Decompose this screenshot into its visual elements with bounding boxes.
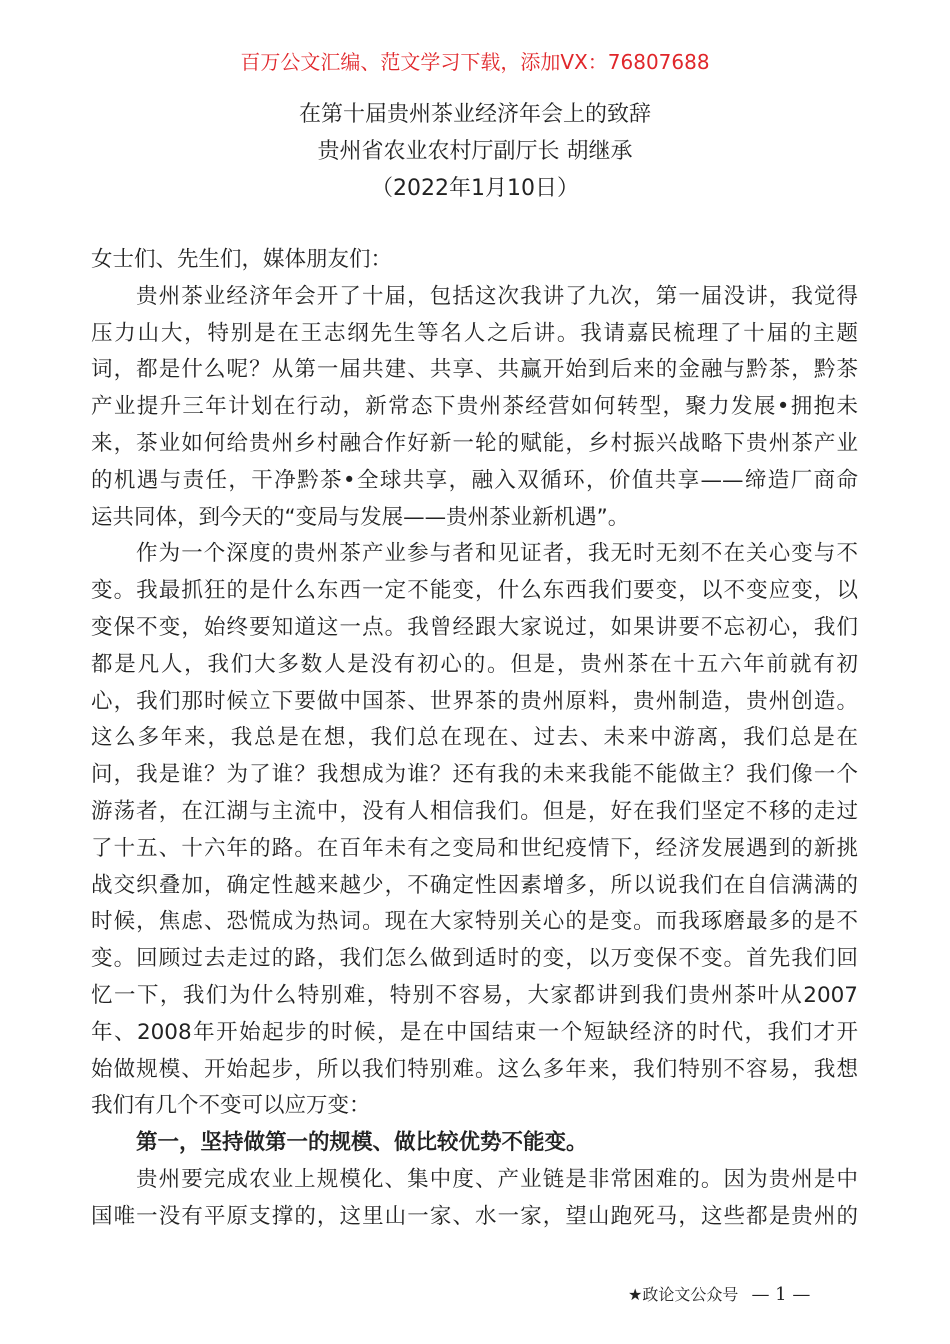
page-number: — 1 —: [751, 1284, 811, 1305]
document-body: [91, 242, 858, 1236]
text-line: 产业提升三年计划在行动，新常态下贵州茶经营如何转型，聚力发展•拥抱未: [91, 394, 858, 420]
text-line: 都是凡人，我们大多数人是没有初心的。但是，贵州茶在十五六年前就有初: [91, 651, 858, 677]
footer-source: ★政论文公众号: [628, 1285, 739, 1304]
text-line: 来，茶业如何给贵州乡村融合作好新一轮的赋能，乡村振兴战略下贵州茶产业: [91, 430, 858, 456]
text-line: 的机遇与责任，干净黔茶•全球共享，融入双循环，价值共享——缔造厂商命: [91, 467, 858, 493]
text-line: 始做规模、开始起步，所以我们特别难。这么多年来，我们特别不容易，我想: [91, 1056, 858, 1082]
paragraph: [91, 536, 858, 1125]
section-heading: [91, 1125, 858, 1162]
download-banner: 百万公文汇编、范文学习下载，添加VX：76807688: [240, 50, 710, 74]
text-line: 贵州茶业经济年会开了十届，包括这次我讲了九次，第一届没讲，我觉得: [136, 283, 858, 309]
text-line: 时候，焦虑、恐慌成为热词。现在大家特别关心的是变。而我琢磨最多的是不: [91, 909, 858, 935]
text-line: 战交织叠加，确定性越来越少，不确定性因素增多，所以说我们在自信满满的: [91, 872, 858, 898]
paragraph: [91, 279, 858, 537]
text-line: 游荡者，在江湖与主流中，没有人相信我们。但是，好在我们坚定不移的走过: [91, 798, 858, 824]
text-line: 作为一个深度的贵州茶产业参与者和见证者，我无时无刻不在关心变与不: [136, 541, 858, 567]
text-line: 运共同体，到今天的“变局与发展——贵州茶业新机遇”。: [91, 504, 630, 530]
text-line: 词，都是什么呢？从第一届共建、共享、共赢开始到后来的金融与黔茶，黔茶: [91, 357, 858, 383]
text-line: 年、2008年开始起步的时候，是在中国结束一个短缺经济的时代，我们才开: [91, 1019, 858, 1045]
document-date: （2022年1月10日）: [371, 176, 579, 201]
text-line: 了十五、十六年的路。在百年未有之变局和世纪疫情下，经济发展遇到的新挑: [91, 835, 858, 861]
text-line: 我们有几个不变可以应万变：: [91, 1093, 371, 1119]
document-title: 在第十届贵州茶业经济年会上的致辞: [298, 102, 651, 127]
text-line: 变。回顾过去走过的路，我们怎么做到适时的变，以万变保不变。首先我们回: [91, 946, 858, 972]
text-line: 贵州要完成农业上规模化、集中度、产业链是非常困难的。因为贵州是中: [136, 1166, 858, 1192]
text-line: 第一，坚持做第一的规模、做比较优势不能变。: [136, 1130, 588, 1156]
text-line: 这么多年来，我总是在想，我们总在现在、过去、未来中游离，我们总是在: [91, 725, 858, 751]
text-line: 变。我最抓狂的是什么东西一定不能变，什么东西我们要变，以不变应变，以: [91, 578, 858, 604]
text-line: 问，我是谁？为了谁？我想成为谁？还有我的未来我能不能做主？我们像一个: [91, 762, 858, 788]
document-author: 贵州省农业农村厅副厅长 胡继承: [317, 139, 633, 164]
text-line: 心，我们那时候立下要做中国茶、世界茶的贵州原料，贵州制造，贵州创造。: [91, 688, 858, 714]
paragraph: [91, 1162, 858, 1236]
text-line: 国唯一没有平原支撑的，这里山一家、水一家，望山跑死马，这些都是贵州的: [91, 1203, 858, 1229]
text-line: 变保不变，始终要知道这一点。我曾经跟大家说过，如果讲要不忘初心，我们: [91, 614, 858, 640]
page-footer: [628, 1282, 810, 1305]
text-line: 忆一下，我们为什么特别难，特别不容易，大家都讲到我们贵州茶叶从2007: [91, 982, 858, 1008]
text-line: 压力山大，特别是在王志纲先生等名人之后讲。我请嘉民梳理了十届的主题: [91, 320, 858, 346]
greeting: 女士们、先生们，媒体朋友们：: [91, 247, 393, 272]
